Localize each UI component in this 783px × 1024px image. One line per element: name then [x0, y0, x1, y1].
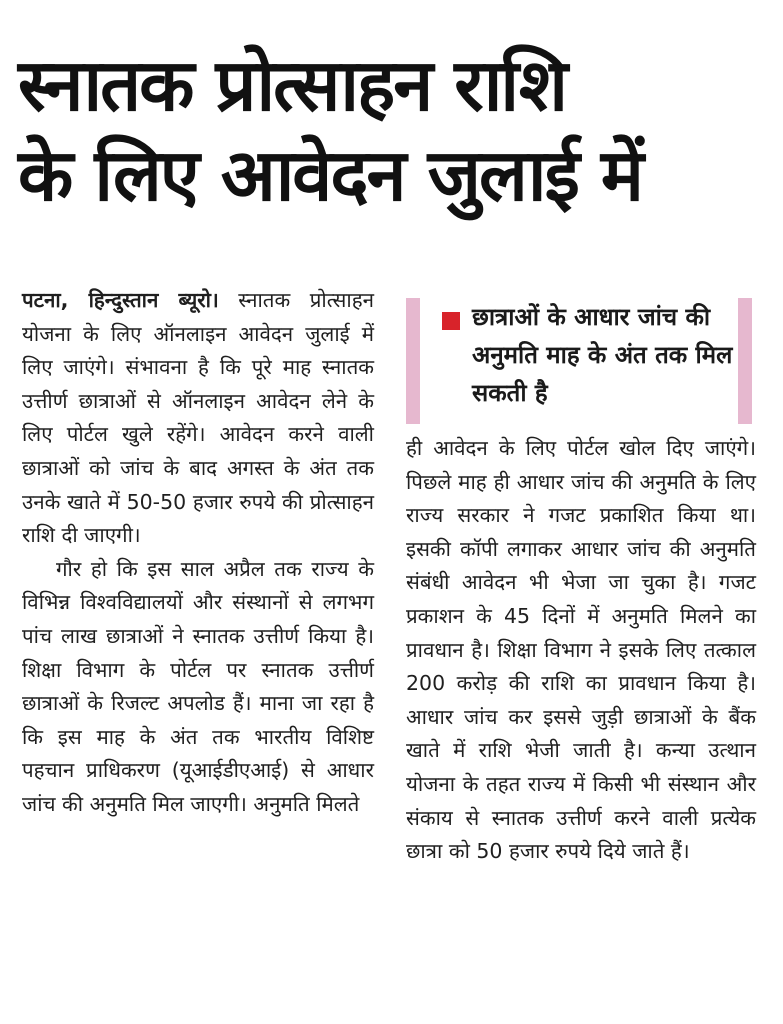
callout-right-bar — [738, 298, 752, 424]
headline — [18, 40, 768, 220]
byline: पटना, हिन्दुस्तान ब्यूरो। — [22, 288, 219, 312]
article-paragraph-2: गौर हो कि इस साल अप्रैल तक राज्य के विभिन्न विश्वविद्यालयों और संस्थानों से लगभग पांच लाख छात्राओं ने स्नातक उत्तीर्ण किया है। शिक्षा विभाग के पोर्टल पर स्नातक उत्तीर्ण छात्राओं के रिजल्ट अपलोड हैं। माना जा रहा है कि इस माह के अंत तक भारतीय विशिष्ट पहचान प्राधिकरण (यूआईडीएआई) से आधार जांच की अनुमति मिल जाएगी। अनुमति मिलते — [22, 556, 374, 816]
callout-box — [406, 298, 752, 424]
article-paragraph-1 — [22, 284, 374, 553]
headline-line-2: के लिए आवेदन जुलाई में — [18, 133, 642, 217]
red-square-bullet-icon — [442, 312, 460, 330]
headline-line-1: स्नातक प्रोत्साहन राशि — [18, 43, 567, 127]
article-left-column — [22, 284, 374, 822]
callout-left-bar — [406, 298, 420, 424]
callout-text: छात्राओं के आधार जांच की अनुमति माह के अंत तक मिल सकती है — [472, 303, 733, 407]
article-paragraph-3: ही आवेदन के लिए पोर्टल खोल दिए जाएंगे। पिछले माह ही आधार जांच की अनुमति के लिए राज्य सरकार ने गजट प्रकाशित किया था। इसकी कॉपी लगाकर आधार जांच की अनुमति संबंधी आवेदन भी भेजा जा चुका है। गजट प्रकाशन के 45 दिनों में अनुमति मिलने का प्रावधान है। शिक्षा विभाग ने इसके लिए तत्काल 200 करोड़ की राशि का प्रावधान किया है। आधार जांच कर इससे जुड़ी छात्राओं के बैंक खाते में राशि भेजी जाती है। कन्या उत्थान योजना के तहत राज्य में किसी भी संस्थान और संकाय से स्नातक उत्तीर्ण करने वाली प्रत्येक छात्रा को 50 हजार रुपये दिये जाते हैं। — [406, 436, 756, 864]
article-paragraph-1-text: स्नातक प्रोत्साहन योजना के लिए ऑनलाइन आवेदन जुलाई में लिए जाएंगे। संभावना है कि पूरे माह स्नातक उत्तीर्ण छात्राओं से ऑनलाइन आवेदन लेने के लिए पोर्टल खुले रहेंगे। आवेदन करने वाली छात्राओं को जांच के बाद अगस्त के अंत तक उनके खाते में 50-50 हजार रुपये की प्रोत्साहन राशि दी जाएगी। — [22, 288, 374, 548]
article-right-column — [406, 432, 756, 869]
